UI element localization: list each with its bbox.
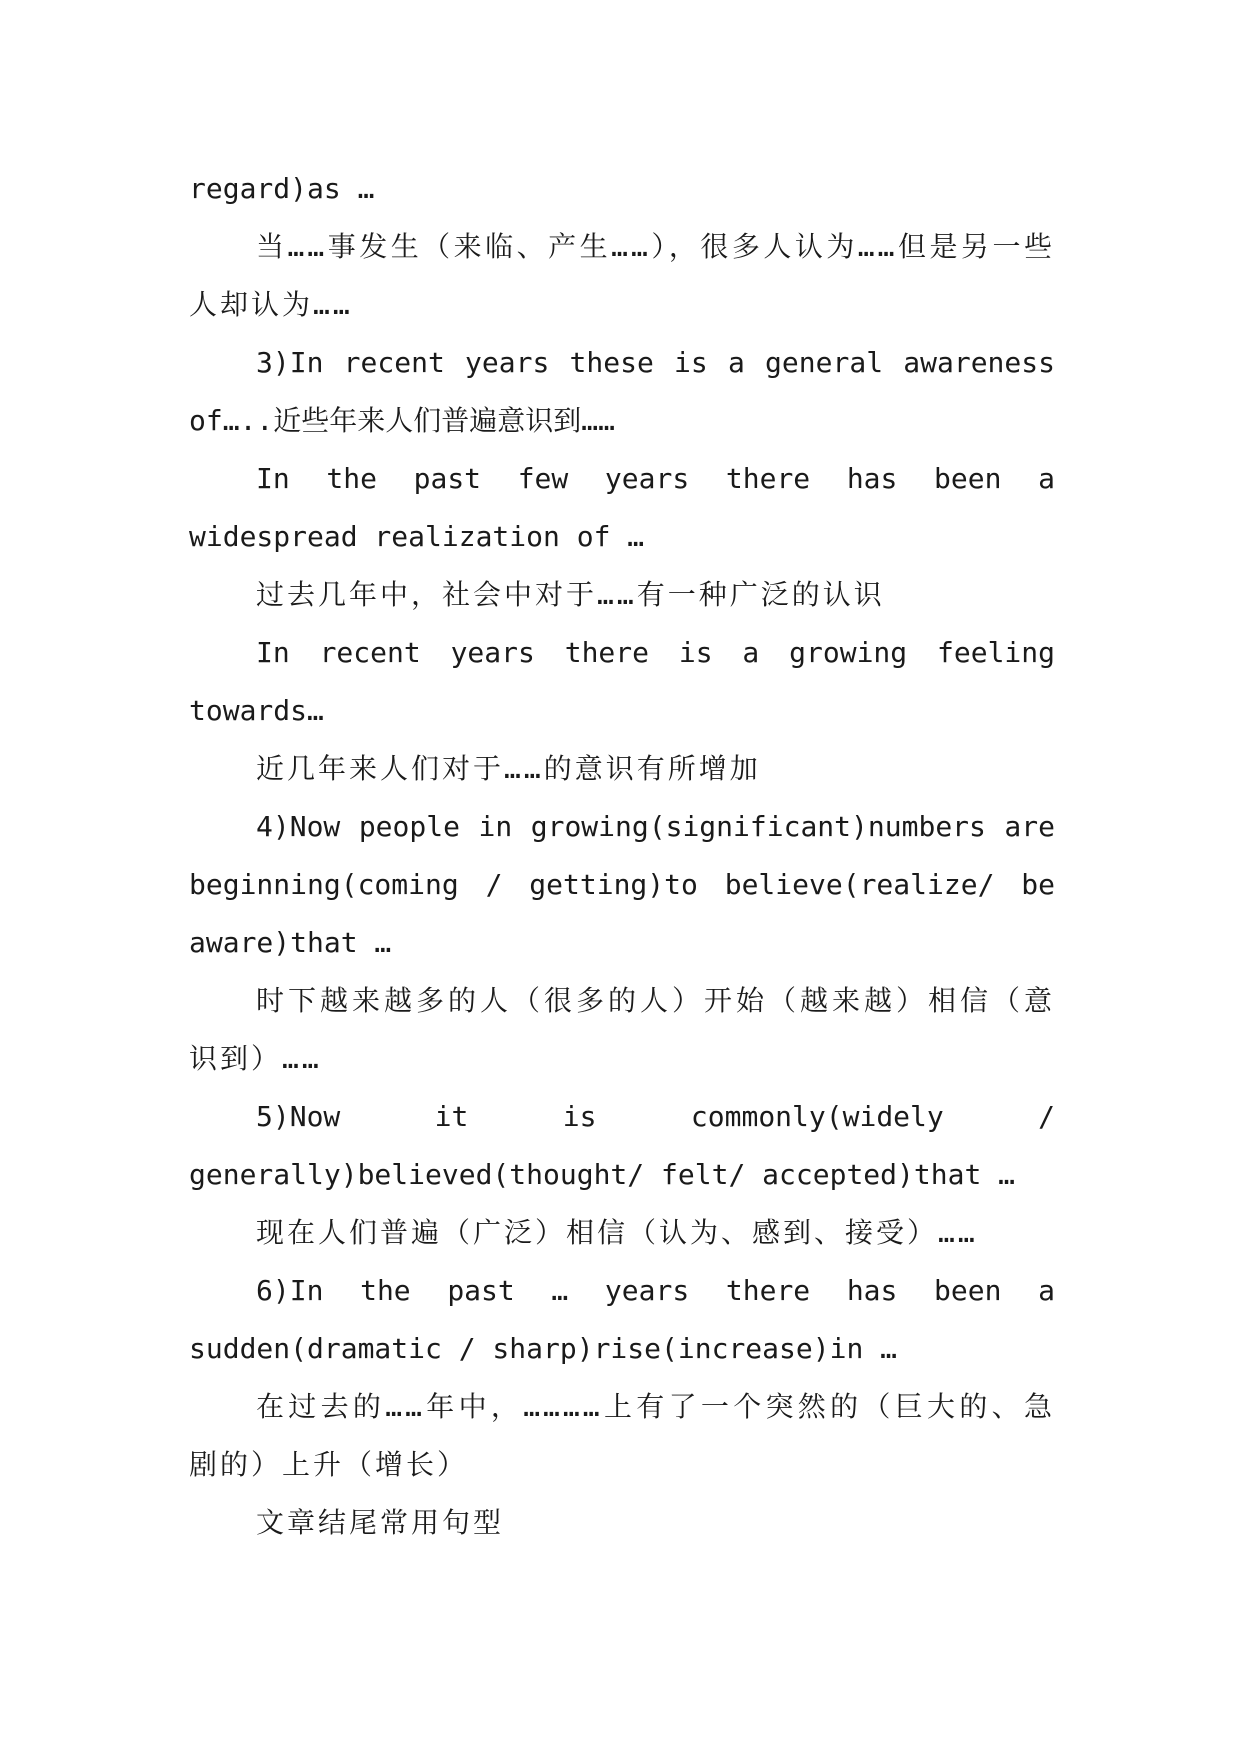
paragraph-pattern-3: 3)In recent years these is a general awareness of…..近些年来人们普遍意识到…… bbox=[189, 346, 1055, 437]
paragraph-translation-2: 当……事发生（来临、产生……），很多人认为……但是另一些人却认为…… bbox=[189, 230, 1055, 321]
paragraph-pattern-3-alt-2: In recent years there is a growing feeling towards… bbox=[189, 636, 1055, 727]
paragraph-translation-6: 在过去的……年中，…………上有了一个突然的（巨大的、急剧的）上升（增长） bbox=[189, 1390, 1055, 1481]
paragraph-translation-4: 时下越来越多的人（很多的人）开始（越来越）相信（意识到）…… bbox=[189, 984, 1055, 1075]
paragraph-continuation: regard)as … bbox=[189, 172, 375, 205]
section-heading-ending-patterns: 文章结尾常用句型 bbox=[256, 1506, 505, 1539]
paragraph-pattern-4: 4)Now people in growing(significant)numbers are beginning(coming / getting)to believe(realize/ be aware)that … bbox=[189, 810, 1055, 959]
paragraph-translation-5: 现在人们普遍（广泛）相信（认为、感到、接受）…… bbox=[256, 1216, 978, 1249]
document-page bbox=[189, 160, 1055, 1552]
paragraph-translation-3-alt-2: 近几年来人们对于……的意识有所增加 bbox=[256, 752, 761, 785]
paragraph-pattern-3-alt-1: In the past few years there has been a widespread realization of … bbox=[189, 462, 1055, 553]
paragraph-translation-3-alt-1: 过去几年中，社会中对于……有一种广泛的认识 bbox=[256, 578, 885, 611]
paragraph-pattern-6: 6)In the past … years there has been a sudden(dramatic / sharp)rise(increase)in … bbox=[189, 1274, 1055, 1365]
paragraph-pattern-5: 5)Now it is commonly(widely / generally)believed(thought/ felt/ accepted)that … bbox=[189, 1100, 1055, 1191]
